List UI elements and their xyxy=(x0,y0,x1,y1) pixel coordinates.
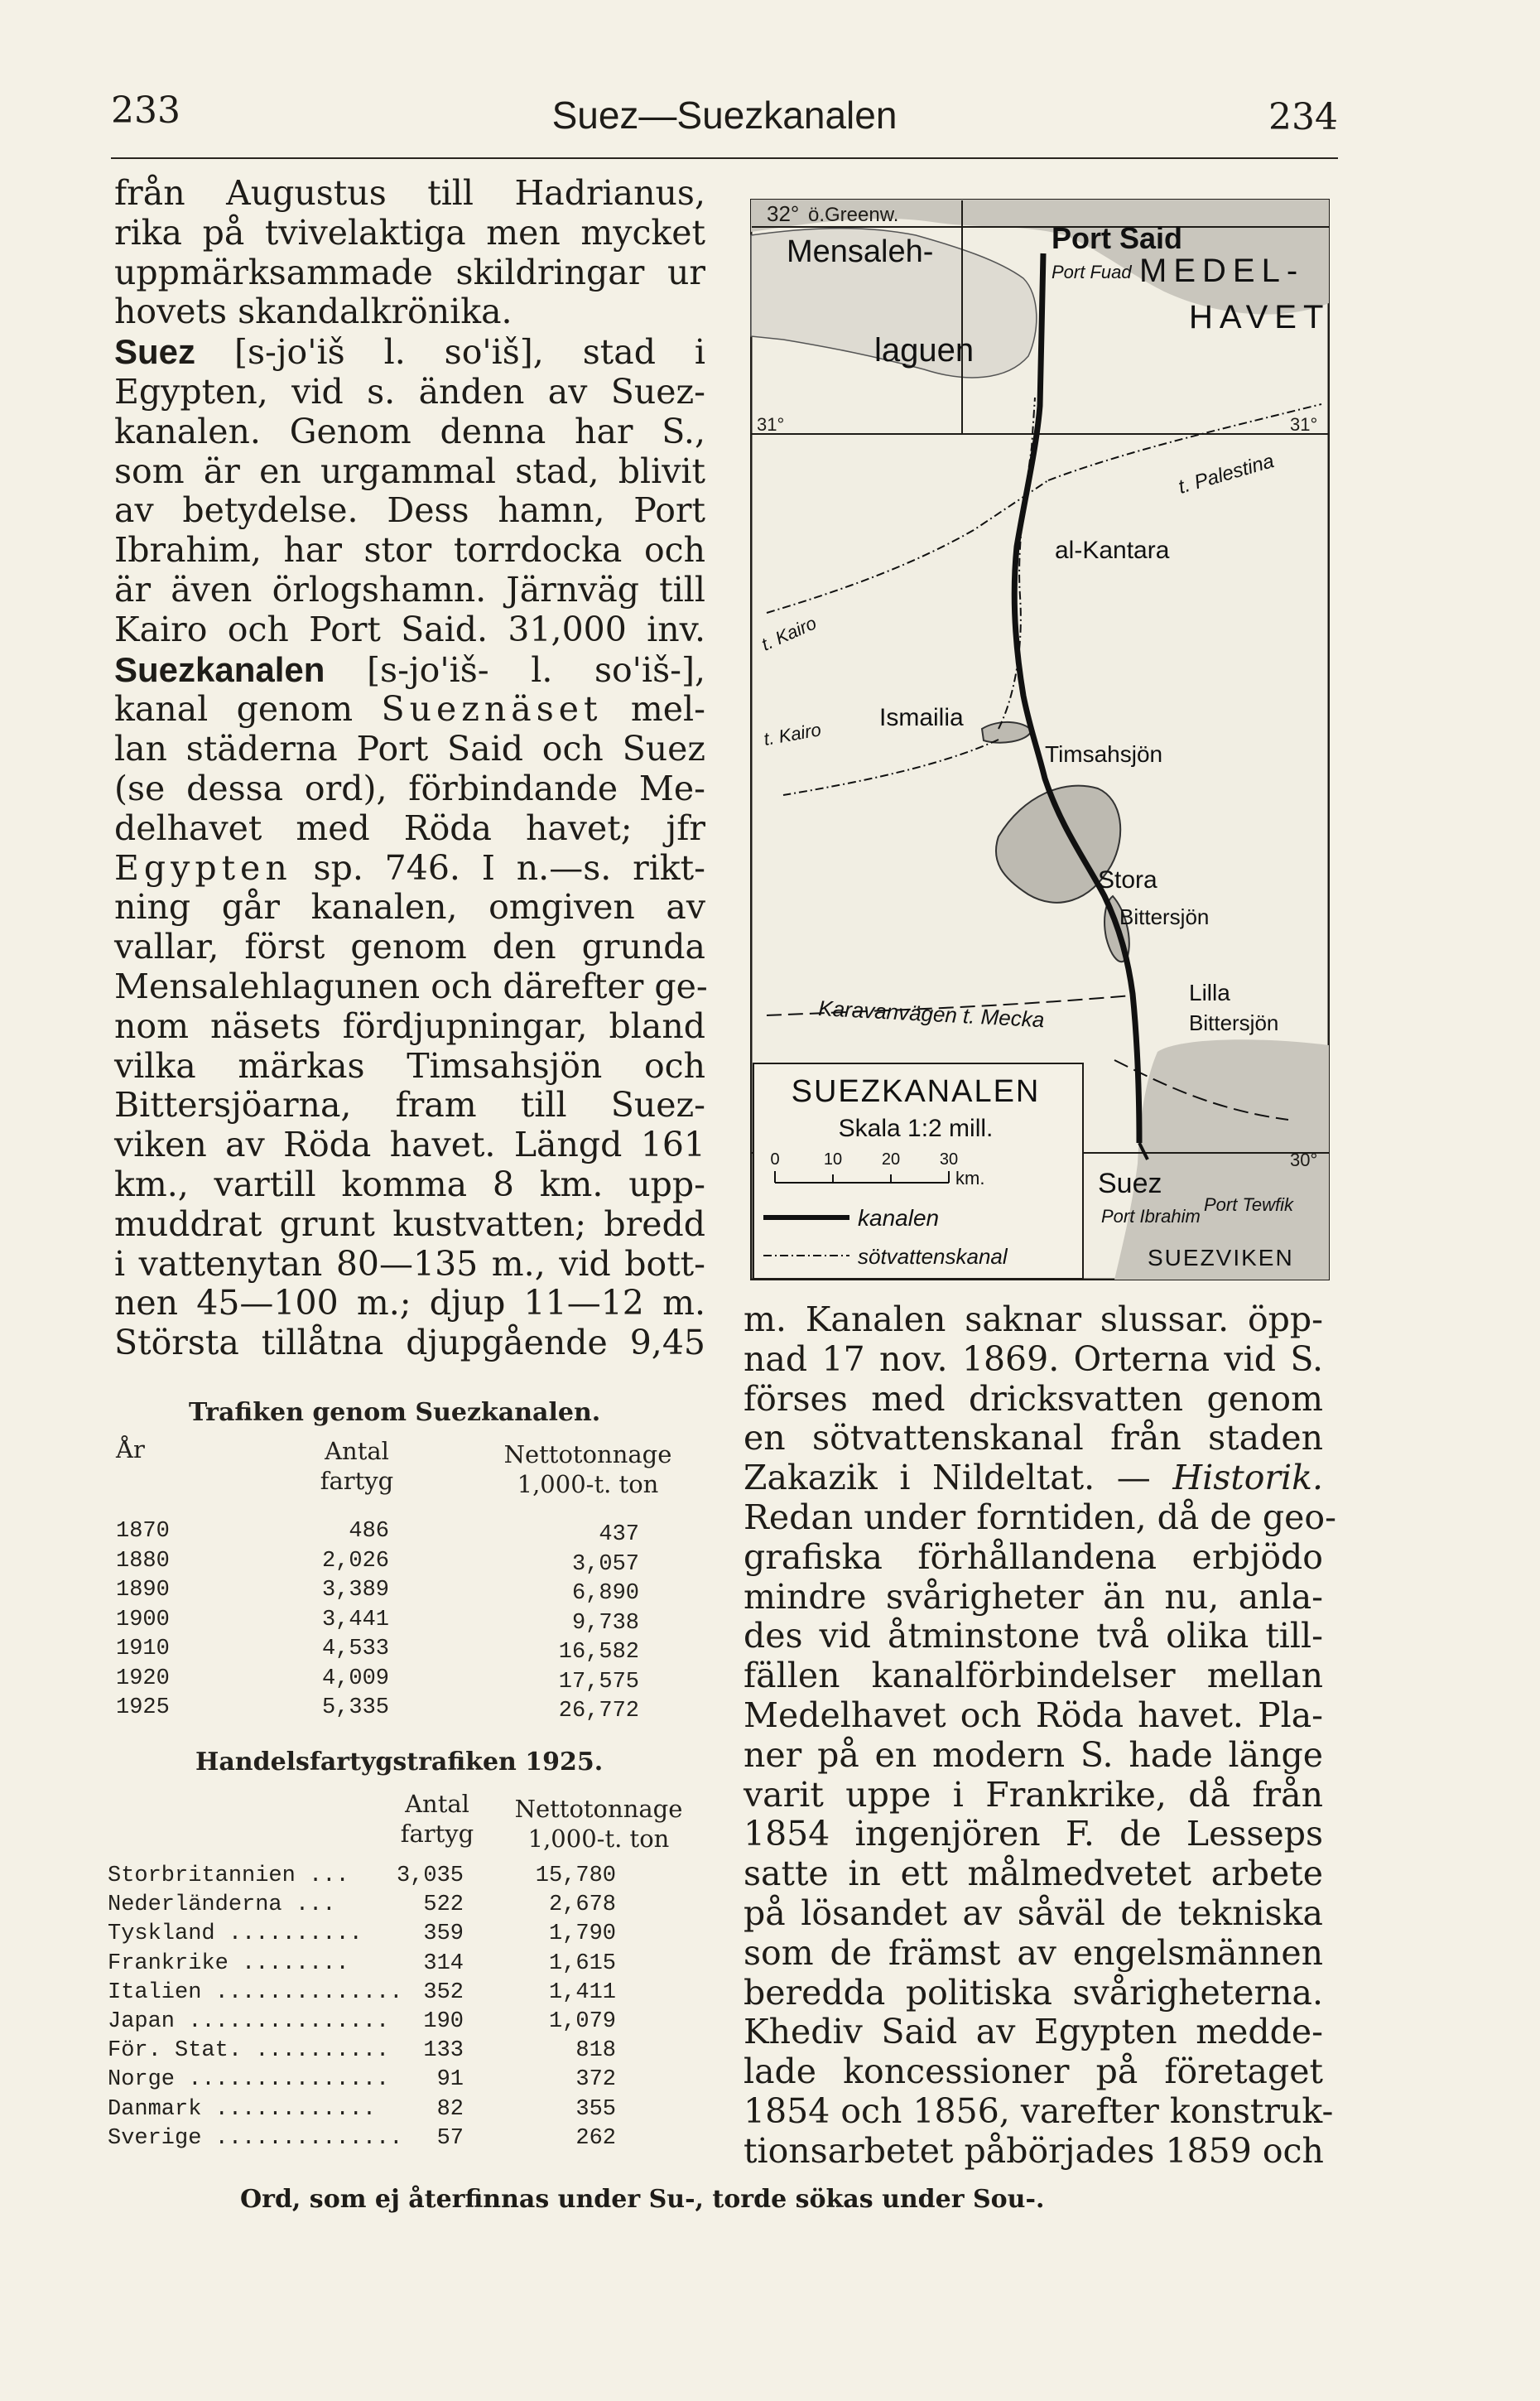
table-cell: Danmark ............ xyxy=(108,2096,377,2122)
table-cell: 3,441 xyxy=(321,1607,389,1632)
table-cell: 3,389 xyxy=(321,1578,389,1603)
table-caption: Handelsfartygstrafiken 1925. xyxy=(195,1748,604,1777)
text-line: Medelhavet och Röda havet. Pla- xyxy=(744,1695,1323,1735)
table-cell: 262 xyxy=(575,2125,616,2151)
header-rule xyxy=(111,157,1338,159)
text-line: lade koncessioner på företaget xyxy=(744,2051,1323,2092)
spaced-word: Sueznäset xyxy=(381,689,603,730)
text-line: uppmärksammade skildringar ur xyxy=(114,252,705,292)
text-line: ning går kanalen, omgiven av xyxy=(114,887,705,928)
table-cell: Sverige .............. xyxy=(108,2125,403,2151)
text-line: grafiska förhållandena erbjödo xyxy=(744,1536,1323,1577)
map-title: SUEZKANALEN xyxy=(791,1074,1041,1109)
map-label-al-kantara: al-Kantara xyxy=(1055,537,1170,564)
table-cell: 3,057 xyxy=(571,1551,639,1577)
map-label-timsahsjon: Timsahsjön xyxy=(1045,741,1163,767)
headword-suezkanalen: Suezkanalen xyxy=(114,649,325,689)
table-cell: 5,335 xyxy=(321,1695,389,1720)
subheading-historik: Historik. xyxy=(1172,1458,1323,1498)
entry-suezkanalen xyxy=(114,649,708,1363)
page-header xyxy=(111,89,1338,147)
table-cell: 17,575 xyxy=(558,1669,639,1695)
scale-tick-label: 10 xyxy=(823,1150,843,1169)
text-line: av betydelse. Dess hamn, Port xyxy=(114,490,705,531)
entry-first-line xyxy=(114,650,705,691)
text-line: Egypten, vid s. änden av Suez- xyxy=(114,371,705,412)
text-line: m. Kanalen saknar slussar. öpp- xyxy=(744,1299,1323,1339)
headword-suez: Suez xyxy=(114,332,196,372)
table-cell: Frankrike ........ xyxy=(108,1950,349,1976)
table-cell: 15,780 xyxy=(535,1863,616,1888)
text-line: nen 45—100 m.; djup 11—12 m. xyxy=(114,1283,705,1323)
left-column xyxy=(114,173,708,1363)
map-label-degree-32: 32° xyxy=(767,201,800,226)
text-line: Khediv Said av Egypten medde- xyxy=(744,2012,1323,2052)
table-cell: Norge ............... xyxy=(108,2067,390,2093)
text-line: Största tillåtna djupgående 9,45 xyxy=(114,1323,705,1363)
table-cell: 82 xyxy=(436,2096,464,2122)
map-label-lat-31: 31° xyxy=(757,414,785,435)
page-title: Suez—Suezkanalen xyxy=(551,94,898,137)
text-line: fällen kanalförbindelser mellan xyxy=(744,1656,1323,1696)
text-line: i vattenytan 80—135 m., vid bott- xyxy=(114,1243,705,1284)
text-line: 1854 ingenjören F. de Lesseps xyxy=(744,1814,1323,1854)
text-line: vilka märkas Timsahsjön och xyxy=(114,1045,705,1086)
text-line: ner på en modern S. hade länge xyxy=(744,1734,1323,1775)
table-cell: 1,615 xyxy=(548,1950,616,1976)
text-line: lan städerna Port Said och Suez xyxy=(114,729,705,769)
pronunciation: [s-jo'iš- l. so'iš-], xyxy=(367,649,705,690)
spaced-word: Egypten xyxy=(114,847,292,888)
text-line: km., vartill komma 8 km. upp- xyxy=(114,1164,705,1204)
table-cell: Storbritannien ... xyxy=(108,1863,349,1888)
map-label-medel: MEDEL- xyxy=(1139,253,1305,289)
text-line: satte in ett målmedvetet arbete xyxy=(744,1854,1323,1894)
table-cell: 1925 xyxy=(116,1695,170,1720)
text-line: är även örlogshamn. Järnväg till xyxy=(114,569,705,610)
text-line: 1854 och 1856, varefter konstruk- xyxy=(744,2090,1334,2131)
table-cell: 352 xyxy=(423,1979,464,2005)
map-label-suezviken: SUEZVIKEN xyxy=(1148,1245,1294,1270)
text-line: des vid åtminstone två olika till- xyxy=(744,1616,1323,1656)
map-label-lat-31-right: 31° xyxy=(1290,414,1318,435)
table-cell: 133 xyxy=(423,2038,464,2064)
map-label-greenwich: ö.Greenw. xyxy=(808,204,899,226)
traffic-table xyxy=(106,1398,719,1729)
map-label-bittersjon-2: Bittersjön xyxy=(1189,1010,1279,1035)
table-cell: 314 xyxy=(423,1950,464,1976)
intro-paragraph xyxy=(114,174,705,332)
text-fragment: mel- xyxy=(630,689,705,730)
text-line: Ibrahim, har stor torrdocka och xyxy=(114,530,705,571)
table-cell: 1890 xyxy=(116,1578,170,1603)
column-header-ships: Antal fartyg xyxy=(400,1790,474,1848)
merchant-table xyxy=(106,1748,719,2162)
scale-tick-label: 30 xyxy=(939,1150,959,1169)
text-line: Bittersjöarna, fram till Suez- xyxy=(114,1085,705,1126)
text-line: vallar, först genom den grunda xyxy=(114,927,705,967)
text-line: från Augustus till Hadrianus, xyxy=(114,173,705,213)
text-line: Redan under forntiden, då de geo- xyxy=(744,1497,1336,1537)
text-line xyxy=(114,690,705,730)
map-label-port-fuad: Port Fuad xyxy=(1052,262,1132,282)
table-cell: 4,009 xyxy=(321,1666,389,1691)
text-line: nad 17 nov. 1869. Orterna vid S. xyxy=(744,1338,1323,1379)
column-header-tonnage: Nettotonnage 1,000-t. ton xyxy=(503,1440,672,1498)
table-cell: 1,079 xyxy=(548,2009,616,2034)
text-line xyxy=(114,849,705,889)
scale-tick-label: 20 xyxy=(881,1150,901,1169)
table-cell: 1910 xyxy=(116,1637,170,1661)
table-cell: 2,026 xyxy=(321,1548,389,1574)
entry-suez xyxy=(114,332,705,649)
table-cell: 372 xyxy=(575,2067,616,2093)
table-caption: Trafiken genom Suezkanalen. xyxy=(189,1398,601,1427)
map-label-palestina: t. Palestina xyxy=(1176,450,1277,499)
table-cell: 4,533 xyxy=(321,1637,389,1661)
pronunciation: [s-jo'iš l. so'iš], stad i xyxy=(233,332,705,373)
map-label-havet: HAVET xyxy=(1189,299,1330,335)
map-label-stora: Stora xyxy=(1098,866,1157,894)
map-scale: Skala 1:2 mill. xyxy=(838,1115,994,1142)
table-cell: Tyskland .......... xyxy=(108,1921,363,1947)
table-cell: 2,678 xyxy=(548,1892,616,1918)
map-label-lilla: Lilla xyxy=(1189,980,1230,1005)
table-cell: 1880 xyxy=(116,1548,170,1574)
table-cell: Italien .............. xyxy=(108,1979,403,2005)
table-cell: 9,738 xyxy=(571,1610,639,1636)
text-line: beredda politiska svårigheterna. xyxy=(744,1972,1323,2013)
table-cell: Japan ............... xyxy=(108,2009,390,2034)
map-label-kairo-2: t. Kairo xyxy=(762,719,823,750)
map-label-ismailia: Ismailia xyxy=(879,704,964,731)
legend-canal-label: kanalen xyxy=(858,1205,940,1231)
page-footer-note: Ord, som ej återfinnas under Su-, torde sökas under Sou-. xyxy=(240,2185,1045,2214)
text-line: rika på tvivelaktiga men mycket xyxy=(114,212,705,253)
table-cell: 57 xyxy=(436,2125,464,2151)
map-label-karavan: Karavanvägen t. Mecka xyxy=(817,996,1046,1033)
map-label-mensaleh: Mensaleh- xyxy=(787,234,934,269)
text-fragment: kanal genom xyxy=(114,689,354,730)
text-line: kanalen. Genom denna har S., xyxy=(114,411,705,451)
text-fragment: Zakazik i Nildeltat. — xyxy=(744,1458,1151,1498)
table-cell: 437 xyxy=(599,1522,639,1547)
legend-freshwater-label: sötvattenskanal xyxy=(858,1244,1008,1269)
text-line: mindre svårigheter än nu, anla- xyxy=(744,1576,1323,1617)
table-cell: 6,890 xyxy=(571,1581,639,1606)
table-cell: 1900 xyxy=(116,1607,170,1632)
page-number-left: 233 xyxy=(111,89,180,132)
map-label-port-tewfik: Port Tewfik xyxy=(1204,1194,1294,1215)
map-label-kairo-1: t. Kairo xyxy=(758,612,820,655)
table-cell: 355 xyxy=(575,2096,616,2122)
table-cell: 486 xyxy=(349,1519,389,1544)
table-cell: 1920 xyxy=(116,1666,170,1691)
text-fragment: sp. 746. I n.—s. rikt- xyxy=(313,847,705,888)
text-line: varit uppe i Frankrike, då från xyxy=(744,1774,1323,1815)
text-line: nom näsets fördjupningar, bland xyxy=(114,1005,705,1046)
text-line xyxy=(744,1458,1323,1498)
text-line: förses med dricksvatten genom xyxy=(744,1378,1323,1419)
table-cell: 818 xyxy=(575,2038,616,2064)
table-cell: 26,772 xyxy=(558,1699,639,1724)
text-line: Kairo och Port Said. 31,000 inv. xyxy=(114,609,705,649)
text-line: viken av Röda havet. Längd 161 xyxy=(114,1125,705,1165)
text-line: som är en urgammal stad, blivit xyxy=(114,451,705,491)
table-cell: 1,411 xyxy=(548,1979,616,2005)
column-header-ships: Antal fartyg xyxy=(320,1437,394,1495)
map-label-lagunen: laguen xyxy=(874,332,975,369)
text-line: muddrat grunt kustvatten; bredd xyxy=(114,1203,705,1244)
text-line: delhavet med Röda havet; jfr xyxy=(114,808,705,848)
map-label-port-ibrahim: Port Ibrahim xyxy=(1101,1206,1201,1227)
page-number-right: 234 xyxy=(1268,96,1338,138)
text-line: tionsarbetet påbörjades 1859 och xyxy=(744,2130,1324,2171)
map-label-port-said: Port Said xyxy=(1052,221,1183,255)
table-cell: 16,582 xyxy=(558,1640,639,1665)
table-cell: 190 xyxy=(423,2009,464,2034)
text-line: en sötvattenskanal från staden xyxy=(744,1418,1323,1458)
table-cell: 522 xyxy=(423,1892,464,1918)
table-cell: 1870 xyxy=(116,1519,170,1544)
table-cell: 3,035 xyxy=(396,1863,464,1888)
table-cell: 91 xyxy=(436,2067,464,2093)
scale-unit: km. xyxy=(955,1168,985,1188)
table-cell: 1,790 xyxy=(548,1921,616,1947)
text-line: Mensalehlagunen och därefter ge- xyxy=(114,966,708,1006)
map-label-suez: Suez xyxy=(1098,1168,1162,1199)
scale-tick-label: 0 xyxy=(770,1150,780,1169)
column-header-tonnage: Nettotonnage 1,000-t. ton xyxy=(514,1795,683,1853)
entry-first-line xyxy=(114,332,705,373)
text-line: som de främst av engelsmännen xyxy=(744,1932,1323,1973)
table-cell: Nederländerna ... xyxy=(108,1892,336,1918)
map-label-lat-30: 30° xyxy=(1290,1150,1318,1170)
table-cell: För. Stat. .......... xyxy=(108,2038,390,2064)
text-line: (se dessa ord), förbindande Me- xyxy=(114,768,705,808)
table-cell: 359 xyxy=(423,1921,464,1947)
text-line: hovets skandalkrönika. xyxy=(114,292,513,332)
text-line: på lösandet av såväl de tekniska xyxy=(744,1892,1323,1933)
column-header-year: År xyxy=(116,1435,145,1463)
map-label-bittersjon: Bittersjön xyxy=(1119,904,1210,929)
suez-canal-map xyxy=(750,199,1330,1280)
right-column xyxy=(744,1299,1336,2172)
